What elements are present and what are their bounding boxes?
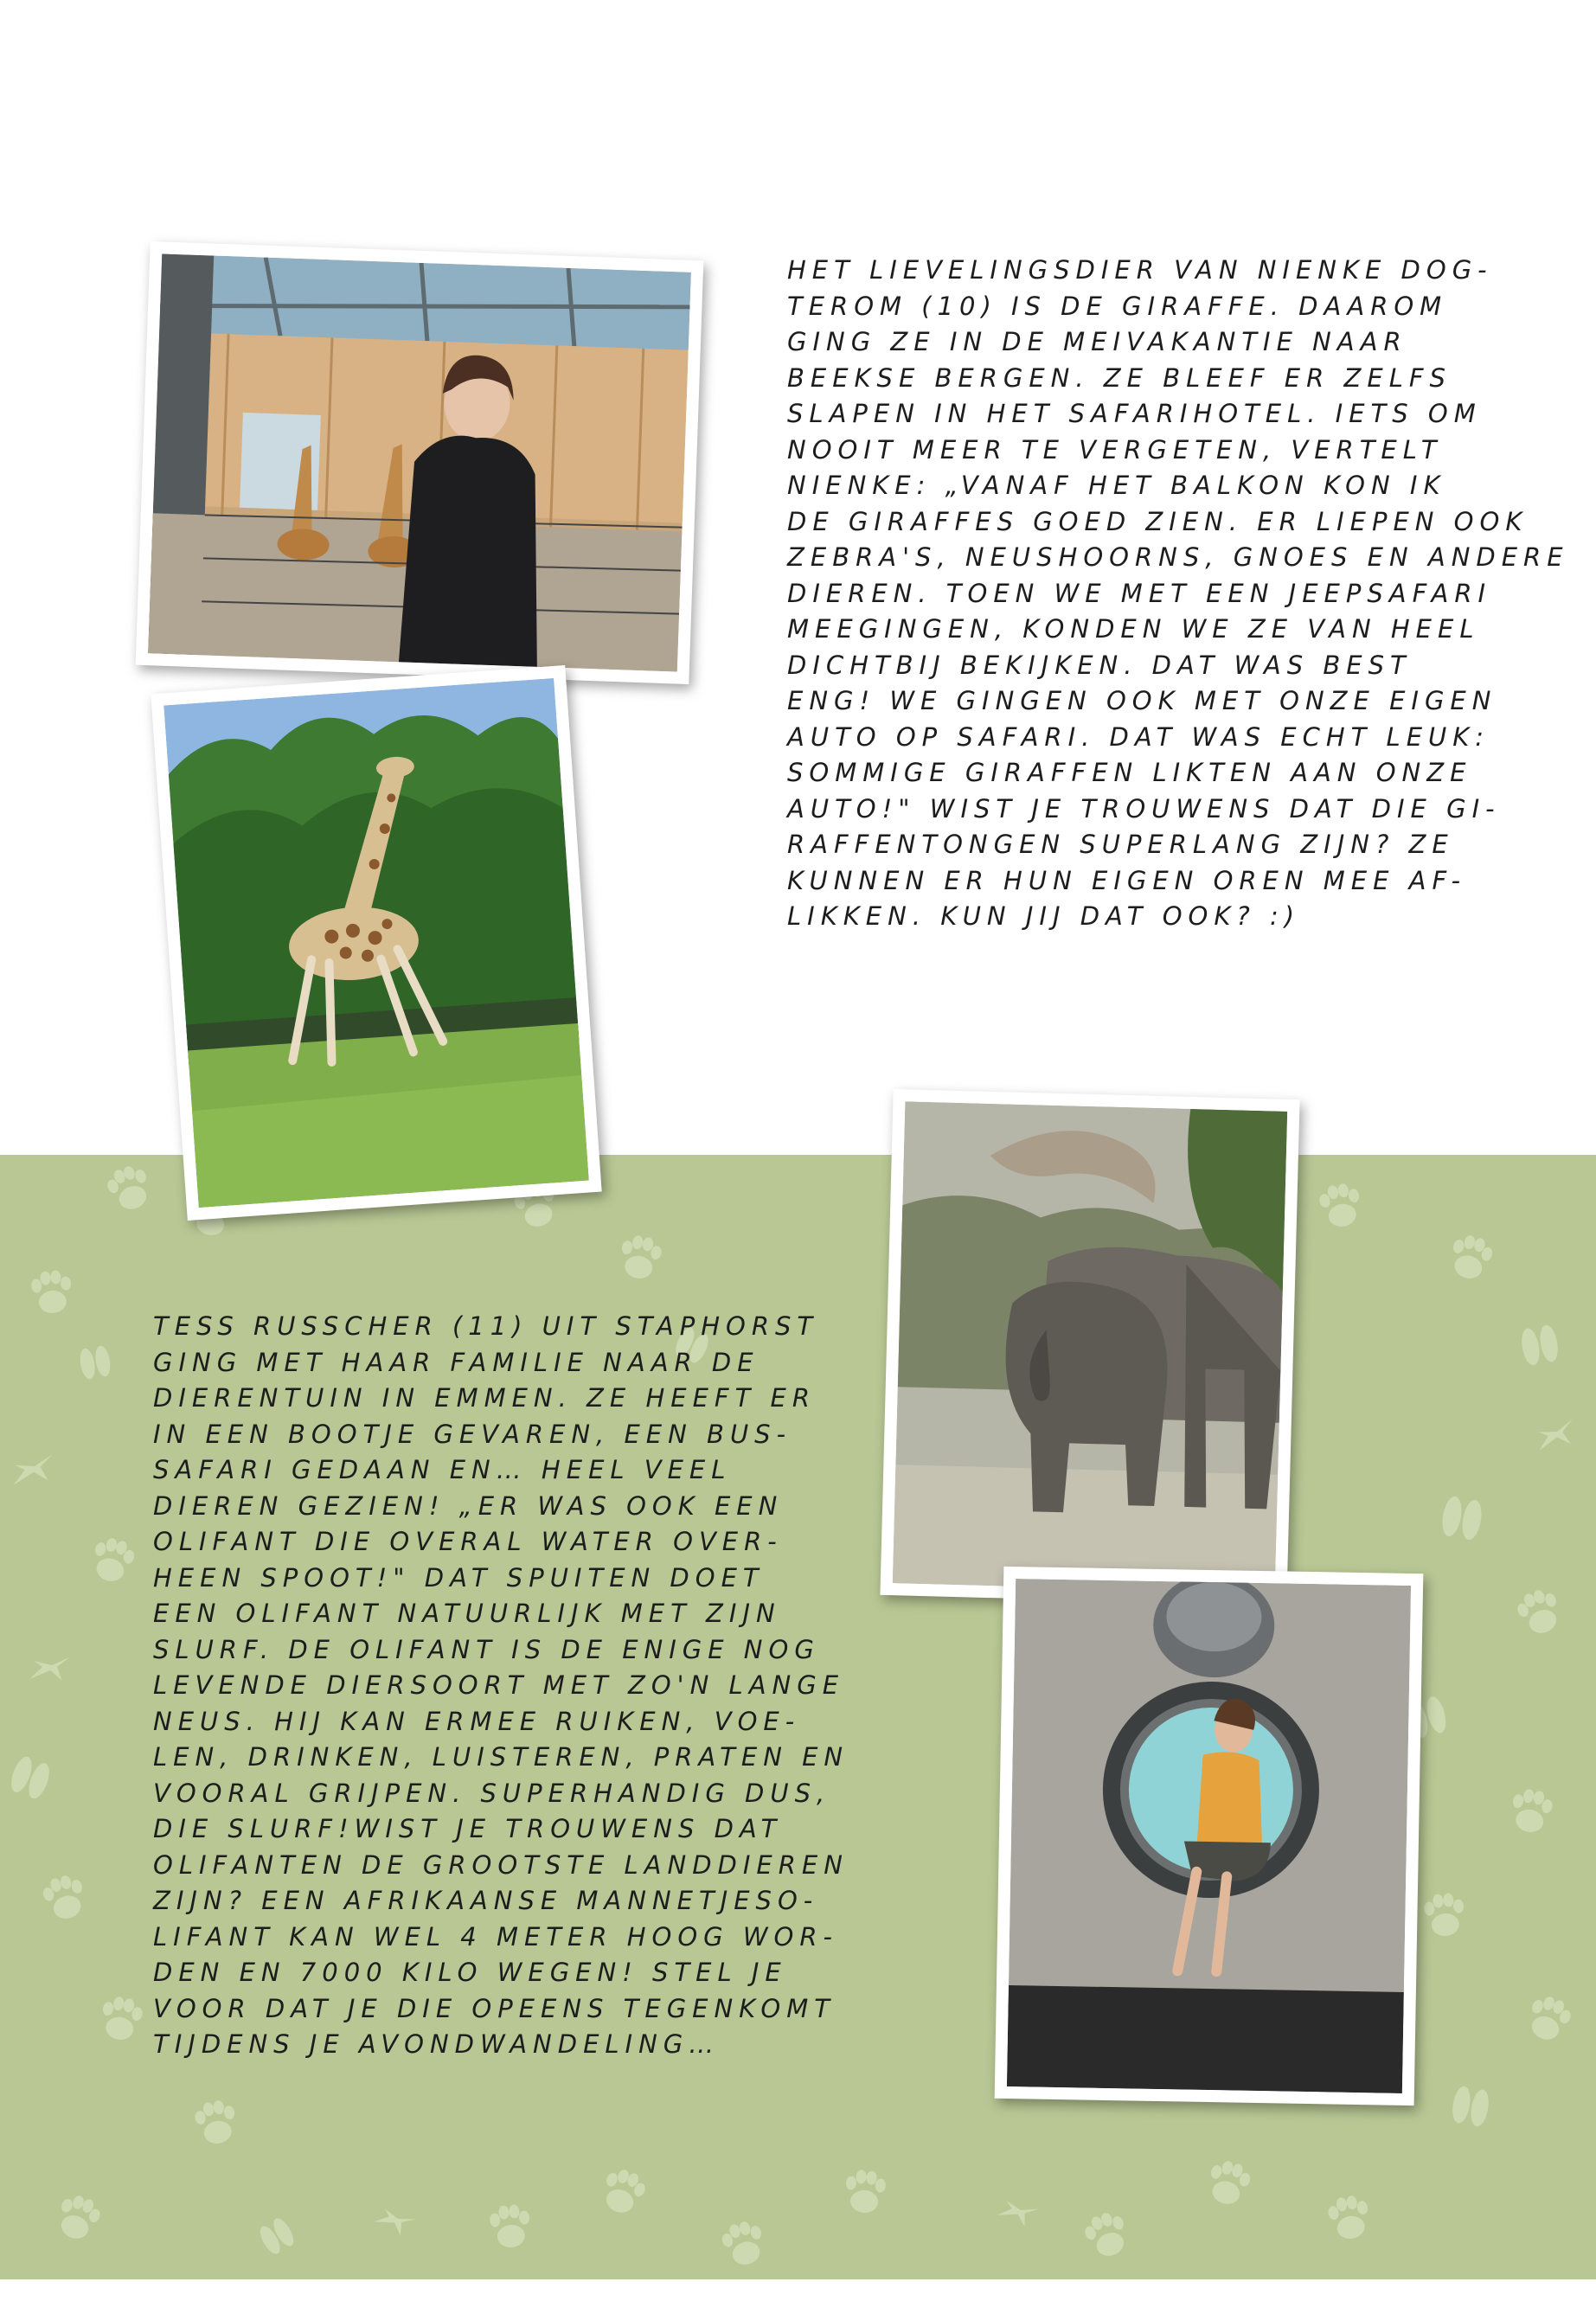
story-line: BEEKSE BERGEN. ZE BLEEF ER ZELFS: [787, 362, 1452, 393]
story-line: DEN EN 7000 KILO WEGEN! STEL JE: [153, 1958, 787, 1987]
story-line: HEEN SPOOT!" DAT SPUITEN DOET: [153, 1562, 765, 1593]
story-line: RAFFENTONGEN SUPERLANG ZIJN? ZE: [787, 830, 1454, 859]
story-line: VOORAL GRIJPEN. SUPERHANDIG DUS,: [153, 1778, 831, 1808]
photo-girl-in-porthole: [995, 1567, 1424, 2106]
story-line: KUNNEN ER HUN EIGEN OREN MEE AF-: [787, 865, 1467, 895]
elephants-image: [893, 1101, 1287, 1593]
giraffe-house-image: [148, 253, 691, 671]
story-line: NOOIT MEER TE VERGETEN, VERTELT: [787, 434, 1443, 465]
story-line: TEROM (10) IS DE GIRAFFE. DAAROM: [787, 291, 1448, 321]
story-line: SLAPEN IN HET SAFARIHOTEL. IETS OM: [787, 399, 1482, 428]
story-line: NIENKE: „VANAF HET BALKON KON IK: [787, 471, 1446, 500]
story-line: LIKKEN. KUN JIJ DAT OOK? :): [787, 901, 1301, 931]
story-line: LEVENDE DIERSOORT MET ZO'N LANGE: [153, 1670, 845, 1700]
story-line: AUTO!" WIST JE TROUWENS DAT DIE GI-: [787, 793, 1501, 824]
story-text-elephant: [153, 1309, 849, 2063]
story-line: VOOR DAT JE DIE OPEENS TEGENKOMT: [153, 1993, 836, 2023]
photo-giraffe-walking: [151, 665, 601, 1221]
story-line: SOMMIGE GIRAFFEN LIKTEN AAN ONZE: [787, 758, 1472, 787]
story-line: TIJDENS JE AVONDWANDELING…: [153, 2029, 721, 2059]
story-line: ZEBRA'S, NEUSHOORNS, GNOES EN ANDERE: [787, 542, 1569, 572]
story-line: DIEREN GEZIEN! „ER WAS OOK EEN: [153, 1490, 784, 1521]
story-line: EEN OLIFANT NATUURLIJK MET ZIJN: [153, 1599, 781, 1628]
story-line: LEN, DRINKEN, LUISTEREN, PRATEN EN: [153, 1742, 849, 1772]
story-line: NEUS. HIJ KAN ERMEE RUIKEN, VOE-: [153, 1706, 801, 1736]
story-line: IN EEN BOOTJE GEVAREN, EEN BUS-: [153, 1419, 792, 1449]
giraffe-image: [163, 678, 588, 1208]
story-line: ZIJN? EEN AFRIKAANSE MANNETJESO-: [153, 1886, 819, 1915]
story-line: LIFANT KAN WEL 4 METER HOOG WOR-: [153, 1921, 838, 1952]
story-line: MEEGINGEN, KONDEN WE ZE VAN HEEL: [787, 614, 1480, 644]
story-line: DIEREN. TOEN WE MET EEN JEEPSAFARI: [787, 578, 1492, 608]
story-line: GING MET HAAR FAMILIE NAAR DE: [153, 1347, 760, 1377]
story-line: DE GIRAFFES GOED ZIEN. ER LIEPEN OOK: [787, 506, 1529, 536]
story-line: SAFARI GEDAAN EN… HEEL VEEL: [153, 1455, 732, 1484]
story-line: OLIFANTEN DE GROOTSTE LANDDIEREN: [153, 1849, 849, 1880]
story-line: SLURF. DE OLIFANT IS DE ENIGE NOG: [153, 1634, 820, 1664]
story-line: ENG! WE GINGEN OOK MET ONZE EIGEN: [787, 686, 1497, 715]
story-line: AUTO OP SAFARI. DAT WAS ECHT LEUK:: [787, 721, 1490, 752]
porthole-image: [1007, 1579, 1411, 2093]
story-line: DIE SLURF!WIST JE TROUWENS DAT: [153, 1814, 783, 1843]
story-line: HET LIEVELINGSDIER VAN NIENKE DOG-: [787, 255, 1493, 285]
photo-elephants: [880, 1089, 1299, 1606]
story-line: TESS RUSSCHER (11) UIT STAPHORST: [153, 1311, 819, 1341]
story-line: DIERENTUIN IN EMMEN. ZE HEEFT ER: [153, 1383, 817, 1413]
story-text-giraffe: [787, 253, 1569, 935]
story-line: GING ZE IN DE MEIVAKANTIE NAAR: [787, 327, 1407, 356]
story-line: DICHTBIJ BEKIJKEN. DAT WAS BEST: [787, 650, 1412, 680]
story-line: OLIFANT DIE OVERAL WATER OVER-: [153, 1527, 783, 1556]
photo-girl-at-giraffe-house: [136, 241, 704, 684]
